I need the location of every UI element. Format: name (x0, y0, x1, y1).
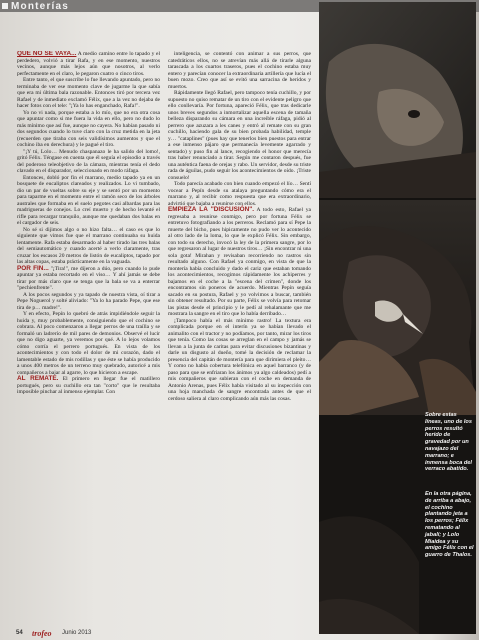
paragraph-text: Y en efecto, Pepín lo quebró de atrás impidiéndole seguir la huida y, muy probablemente, consiguiendo que el cochino se cobrara. Al poco comenzaron a llegar perros de una traílla y se formaló un ladrerío de mil pares de demonios. Observé el lucir que no digo aguarte, ya veremos por qué. A lo lejos volamos cómo corría el perrero portugués. En vista de los acontecimientos y con todo el dolor de mi corazón, dado el lamentable estado de mis rodillas y que éste se había producido a unos 400 metros de un terreno muy quebrado, autoricé a mis compañeros a bajar al agarre, lo que hicieron a escape. (17, 311, 160, 376)
paragraph-text: No sé si dijimos algo o no hizo falta… el caso es que lo siguiente que vimos fue que el marrano continuaba su huida lentamente. Rafa estaba desarmado al haber tirado las tres balas del semiautomático y cuando acerté a verlo claramente, tras cruzar los escasos 20 metros de listón de eucaliptos, tapado por las altas copas, estaba prácticamente en la vaguada. (17, 226, 160, 265)
paragraph-text: "¡Y tú, Lolo… Menudo chaspanazo le ha salido del lomo!, gritó Félix. Téngase en cuenta que él seguía el episodio a través del poderoso teleobjetivo de la cámara, mientras tenía el dedo clavado en el disparador, seleccionado en modo ráfaga. (17, 148, 160, 174)
square-bullet-icon (2, 3, 8, 9)
article-paragraph (17, 77, 160, 110)
article-paragraph (168, 207, 311, 318)
page-number: 54 (16, 630, 23, 636)
paragraph-text: A los pocos segundos y ya tapado de nuestra vista, oí tirar a Pepe Noguerol y solté aliviado: "Ya lo ha parado Pepe, que ese tira de p… madre!". (17, 291, 160, 311)
article-paragraph (168, 318, 311, 403)
section-tag (2, 0, 69, 12)
article-paragraph (17, 175, 160, 227)
paragraph-lead: QUE NO SE VAYA... (17, 51, 77, 57)
magazine-logo: trofeo (32, 629, 52, 638)
paragraph-text: Rápidamente llegó Rafael, pero tampoco tenía cuchillo, y por supuesto no quiso rematar de un tiro con el evidente peligro que ello conllevaría. Por fortuna, apareció Félix, que tras dedicarle unos breves segundos a inmortalizar aquella escena de tamaña belleza disparando su cámara en una increíble ráfaga, pidió al perrero que azuzara a les canes y entró al remate con su gran cuchillo, haciendo gala de su bien probada habilidad, temple y… "cataplines" (pues hay que tenerlos bien puestos para entrar a ese inmenso pájaro que permanecía levemente agarrado y sentado) y puso fin al lance, recogiendo el honor que merecía tras haber renunciado a tirar. Según me contaron después, fue una auténtica faena de orejas y rabo. Un servidor, desde su triste rada de águilas, pudo seguir los acontecimientos de oído. ¡Triste consuelo! (168, 90, 311, 181)
paragraph-text: inteligencia, se contentó con animar a sus perros, que catedráticos ellos, no se atrevían más allá de tirarle alguna tarascada a los cuartos traseros, pues el cochino estaba muy entero y parecían conocer la extraordinaria artillería que lucía el buen mozo. Creo que así se evitó una sarracina de heridos y muertos. (168, 51, 311, 90)
article-paragraph (17, 51, 160, 77)
section-title: Monterías (11, 0, 70, 12)
paragraph-text: A medio camino entre lo tapado y el perdedero, volvió a tirar Rafa, y en ese momento, nuestros vecinos, aunque más lejos aún que nosotros, al verlo perfectamente en el claro, le pegaron cuatro o cinco tiros. (17, 51, 160, 77)
photo-caption-2: En la otra página, de arriba a abajo, el cochino plantando jeta a los perros; Félix rematando al jabalí; y Lolo Miaidea y su amigo Félix con el guarro de Thalos. (425, 491, 474, 559)
paragraph-text: Entre tanto, el que suscribe lo fue llevando apuntado, pero no terminaba de ver ese momento clave de jugarme la que sabía que era mi última bala razonable. Entonces tiró por tercera vez Rafael y de inmediato exclamó Félix, que a la vez no dejaba de hacer fotos con el tele: "¡Ya lo has enganchado, Rafa!". (17, 77, 160, 109)
article-column-left (17, 51, 160, 631)
paragraph-lead: EMPIEZA LA "DISCUSIÓN". (168, 206, 255, 213)
paragraph-text: Yo no vi nada, porque estaba a lo mío, que no era otra cosa que apuntar como si me fuera la vida en ello, pero no dudo lo más mínimo que así fue, aunque no cayera. No habían pasado ni dos segundos cuando lo tuve claro con la cruz metida en la jeta (recuerden que tiraba con seis validísimos aumentos y que el cochino iba en derechura) y le pagué el tiro. (17, 109, 160, 148)
article-paragraph (17, 110, 160, 149)
paragraph-lead: POR FIN... (17, 264, 49, 272)
article-paragraph (168, 181, 311, 207)
issue-date: Junio 2013 (62, 630, 92, 636)
article-column-middle (168, 51, 311, 631)
paragraph-text: Entonces, dobló por fin el marrano, medio tapado ya en un bosquete de eucaliptos clareados y realizados. Lo vi tumbado, dio un par de vueltas sobre su eje y se sentó por un momento para taparme en el momento entre el ramón seco de los árboles australes que formaba en el suelo pegotes casi albardas para las madrigueras de conejos. Lo creí muerto y de hecho levanté el rifle para recargar tranquilo, aunque me quedaban dos balas en el cargador de seis. (17, 174, 160, 226)
article-paragraph (17, 376, 160, 396)
article-paragraph (17, 227, 160, 266)
paragraph-text: A todo esto, Rafael ya regresaba a reunirse conmigo, pero por fortuna Félix se entretuvo fotografiando a los perreros. Reclamó para sí Pepe la muerte del bicho, pues hipicamente no pudo ver lo acontecido al otro lado de la loma, lo que le explicó Félix. Sin embargo, con todo su derecho, invocó la ley de la primera sangre, por lo que regresaron al lugar de nuestros tiros… ¡Sin encontrar ni una sola gota! Mirahan y revisaban recorriendo no rastros sin resultado alguno. Con Rafael ya conmigo, en vista de que la montería había concluido y dado el cariz que estaban tomando los acontecimientos, recogimos rápidamente los achiperres y bajamos en el coche a la "escena del crimen", donde los encontramos sin poneros de acuerdo. Mientras Pepín seguía sacado en su postura, Rafael y yo volvimos a buscar, también sin obtener resultado. Por su parte, Félix se volvía para retomar las pistas desde el principio y le pedí al rehalamante que me mostrara la sangre en el tiro que lo había derribado… (168, 207, 311, 317)
article-paragraph (17, 311, 160, 376)
photo-caption-1: Sobre estas líneas, uno de los perros resultó herido de gravedad por un navajazo del marrano; e inmensa boca del verraco abatido. (425, 412, 472, 473)
article-paragraph (17, 292, 160, 312)
paragraph-text: ¡Tampoco había el más mínimo rastro! La textura era complicada porque en el interín ya se habían llevado el animalito con el tractor y no podíamos, por tanto, mirar los tiros que tenía. Como las cosas se arreglan en el campo y jamás se llevan a la junta de caritas para evitar discusiones bizantinas y darle un disgusto al dueño, tomé la decisión de reclamar la presencia del capitán de montería para que dirimiera el pleito… Y como no había cobertura telefónica en aquel barranco (y de paso para que se enfriaran los ánimos ya algo caldeados) pedí a mis compañeros que subieran con el coche en demanda de Antonio Arenas, pues Félix había visitado al su inspección con una hoja manchada de sangre encontrada antes de que el cerdoso saliera al claro complicando aún más las cosas. (168, 317, 311, 402)
article-paragraph (168, 90, 311, 181)
article-paragraph (17, 266, 160, 292)
article-paragraph (17, 149, 160, 175)
paragraph-text: "¡Tira!", me dijeron a dúo, pero cuando lo pude apuntar ya estaba recortado en el viso… Y ahí jamás se debe tirar por más claro que se tenga que la bala se va a enterrar "pechienfrente". (17, 265, 160, 291)
article-paragraph (168, 51, 311, 90)
page-footer (0, 630, 479, 640)
paragraph-text: Todo parecía acabado con bien cuando empezó el lío… Sentí vocear a Pepín desde su atalaya preguntando cómo era el marrano y, al recibir como respuesta que era extraordinario, advirtió que bajaba a reunirse con ellos. (168, 181, 311, 207)
paragraph-text: El primero en llegar fue el matillero portugués, pero su cuchillo era tan "corto" que le resultaba imposible pinchar al inmenso ejemplar. Con (17, 376, 160, 395)
paragraph-lead: AL REMATE. (17, 375, 59, 382)
